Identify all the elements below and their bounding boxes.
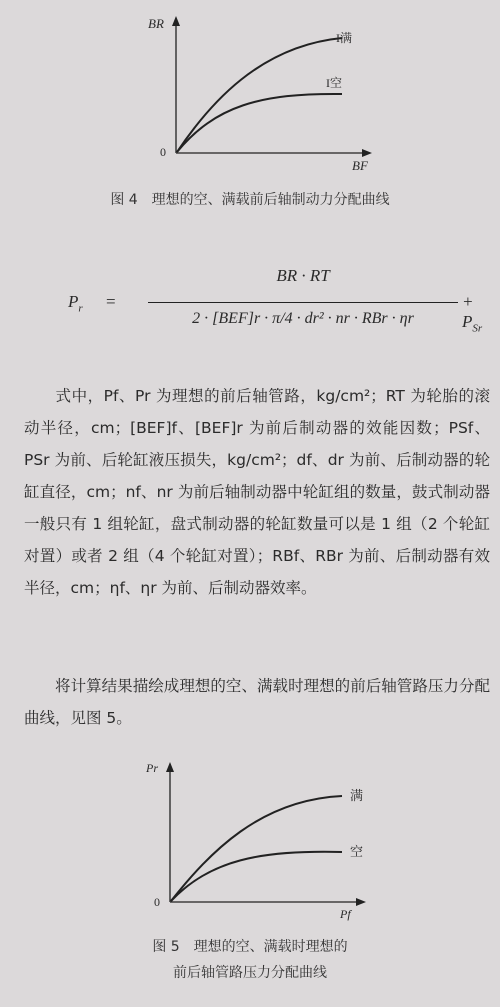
figure-5-plot <box>130 752 375 924</box>
paragraph-conclusion: 将计算结果描绘成理想的空、满载时理想的前后轴管路压力分配曲线，见图 5。 <box>24 677 490 727</box>
figure-5-y-arrow <box>166 762 174 772</box>
figure-4-y-label: BR <box>148 16 164 31</box>
figure-5-curve-full-label: 满 <box>350 788 364 803</box>
figure-5-curve-empty <box>171 852 342 901</box>
formula-denominator: 2 · [BEF]r · π/4 · dr² · nr · RBr · ηr <box>192 310 414 327</box>
formula-lhs: $P_r$ <box>68 292 83 315</box>
figure-4-curve-empty-label: I空 <box>326 76 342 90</box>
figure-5-origin: 0 <box>154 895 160 909</box>
figure-4-origin: 0 <box>160 145 166 159</box>
figure-4-x-label: BF <box>352 158 368 173</box>
figure-4 <box>140 8 380 173</box>
figure-5-curve-full <box>171 796 342 901</box>
figure-5 <box>130 752 375 924</box>
formula-equals: = <box>106 292 116 311</box>
figure-4-plot <box>140 8 380 173</box>
figure-5-y-label: Pr <box>146 761 158 775</box>
formula-fraction-bar <box>148 302 458 303</box>
figure-4-y-arrow <box>172 16 180 26</box>
figure-4-curve-empty <box>177 94 342 152</box>
figure-5-curve-empty-label: 空 <box>350 844 364 859</box>
figure-5-x-label: Pf <box>340 907 351 921</box>
formula <box>68 262 488 352</box>
figure-4-caption: 图 4 理想的空、满载前后轴制动力分配曲线 <box>110 192 390 208</box>
figure-4-curve-full-label: I满 <box>336 31 352 45</box>
paragraph-definitions: 式中，Pf、Pr 为理想的前后轴管路，kg/cm²；RT 为轮胎的滚动半径，cm；[BEF]f、[BEF]r 为前后制动器的效能因数；PSf、PSr 为前、后轮缸液压损失，kg/cm²；df、dr 为前、后制动器的轮缸直径，cm；nf、nr 为前后轴制动器中轮缸组的数量，鼓式制动器一般只有 1 组轮缸，盘式制动器的轮缸数量可以是 1 组（2 个轮缸对置）或者 2 组（4 个轮缸对置）；RBf、RBr 为前、后制动器有效半径，cm；ηf、ηr 为前、后制动器效率。 <box>24 387 490 597</box>
figure-5-x-arrow <box>356 898 366 906</box>
formula-plus-term: + $P_{Sr}$ <box>462 292 483 335</box>
figure-5-caption-line-1: 图 5 理想的空、满载时理想的 <box>152 939 348 955</box>
figure-4-x-arrow <box>362 149 372 157</box>
formula-numerator: BR · RT <box>276 266 330 285</box>
figure-5-caption-line-2: 前后轴管路压力分配曲线 <box>173 965 327 981</box>
